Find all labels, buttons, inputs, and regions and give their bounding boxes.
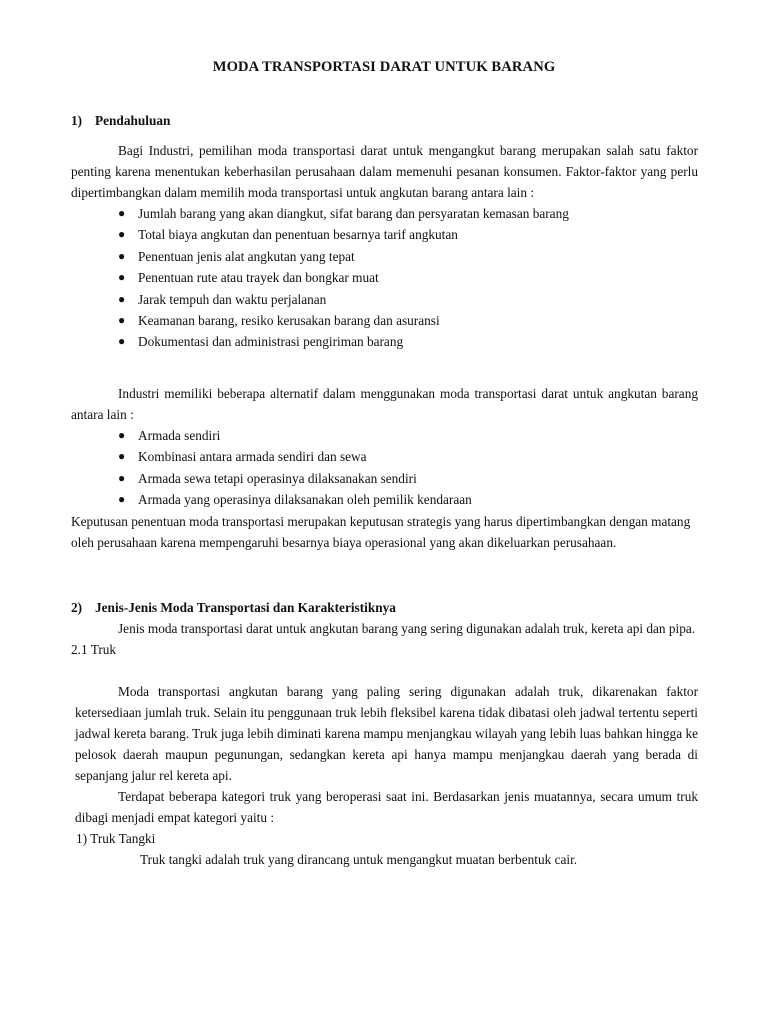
section-1-number: 1) (71, 113, 83, 128)
section-2-title: Jenis-Jenis Moda Transportasi dan Karakteristiknya (95, 600, 396, 615)
truk-paragraph-2-block (75, 786, 698, 870)
list-item: ● Armada sendiri (71, 425, 698, 446)
bullet-icon: ● (118, 227, 126, 242)
list-item: ● Armada sewa tetapi operasinya dilaksanakan sendiri (71, 468, 698, 489)
list-item: ● Jarak tempuh dan waktu perjalanan (71, 289, 698, 310)
factors-list (71, 203, 698, 353)
section-1-alternatives-block (71, 383, 698, 553)
bullet-icon: ● (118, 291, 126, 306)
category-1-heading: 1) Truk Tangki (76, 831, 156, 846)
bullet-icon: ● (118, 312, 126, 327)
list-item: ● Penentuan jenis alat angkutan yang tepat (71, 246, 698, 267)
section-2-intro-block (71, 618, 698, 660)
bullet-icon: ● (118, 334, 126, 349)
subsection-2-1-heading: 2.1 Truk (71, 642, 117, 657)
truk-paragraph-1-block (75, 681, 698, 786)
list-item: ● Jumlah barang yang akan diangkut, sifat barang dan persyaratan kemasan barang (71, 203, 698, 224)
section-1-intro-block (71, 140, 698, 353)
list-item: ● Armada yang operasinya dilaksanakan oleh pemilik kendaraan (71, 489, 698, 510)
bullet-icon: ● (118, 428, 126, 442)
section-2-intro-paragraph: Jenis moda transportasi darat untuk angkutan barang yang sering digunakan adalah truk, kereta api dan pipa. (118, 621, 696, 636)
bullet-icon: ● (118, 449, 126, 464)
section-1-title: Pendahuluan (95, 113, 171, 128)
list-item: ● Penentuan rute atau trayek dan bongkar muat (71, 267, 698, 288)
truk-paragraph-1: Moda transportasi angkutan barang yang paling sering digunakan adalah truk, dikarenakan faktor ketersediaan jumlah truk. Selain itu penggunaan truk lebih fleksibel karena tidak dibatasi oleh jadwal tertentu seperti jadwal kereta barang. Truk juga lebih diminati karena mampu menjangkau wilayah yang lebih luas bahkan hingga ke pelosok daerah maupun pegunungan, sedangkan kereta api hanya mampu menjangkau daerah yang berada di sepanjang jalur rel kereta api. (75, 684, 698, 783)
list-item: ● Kombinasi antara armada sendiri dan sewa (71, 446, 698, 467)
bullet-icon: ● (118, 492, 126, 507)
bullet-icon: ● (118, 248, 126, 263)
section-1-heading (71, 110, 170, 131)
bullet-icon: ● (118, 206, 126, 220)
alternatives-intro-paragraph: Industri memiliki beberapa alternatif dalam menggunakan moda transportasi darat untuk angkutan barang antara lain : (71, 386, 698, 422)
section-2-number: 2) (71, 600, 83, 615)
list-item: ● Total biaya angkutan dan penentuan besarnya tarif angkutan (71, 224, 698, 245)
page-title: MODA TRANSPORTASI DARAT UNTUK BARANG (212, 59, 556, 75)
truk-paragraph-2: Terdapat beberapa kategori truk yang beroperasi saat ini. Berdasarkan jenis muatannya, secara umum truk dibagi menjadi empat kategori yaitu : (75, 789, 698, 825)
category-1-text: Truk tangki adalah truk yang dirancang untuk mengangkut muatan berbentuk cair. (140, 852, 578, 867)
section-1-conclusion-paragraph: Keputusan penentuan moda transportasi merupakan keputusan strategis yang harus dipertimbangkan dengan matang oleh perusahaan karena mempengaruhi besarnya biaya operasional yang akan dikeluarkan perusahaan. (71, 513, 691, 550)
bullet-icon: ● (118, 270, 126, 285)
section-2-heading (71, 597, 396, 618)
bullet-icon: ● (118, 470, 126, 485)
list-item: ● Keamanan barang, resiko kerusakan barang dan asuransi (71, 310, 698, 331)
section-1-intro-paragraph: Bagi Industri, pemilihan moda transportasi darat untuk mengangkut barang merupakan salah satu faktor penting karena menentukan keberhasilan perusahaan dalam memenuhi pesanan konsumen. Faktor-faktor yang perlu dipertimbangkan dalam memilih moda transportasi untuk angkutan barang antara lain : (71, 143, 698, 200)
alternatives-list (71, 425, 698, 511)
list-item: ● Dokumentasi dan administrasi pengiriman barang (71, 331, 698, 352)
